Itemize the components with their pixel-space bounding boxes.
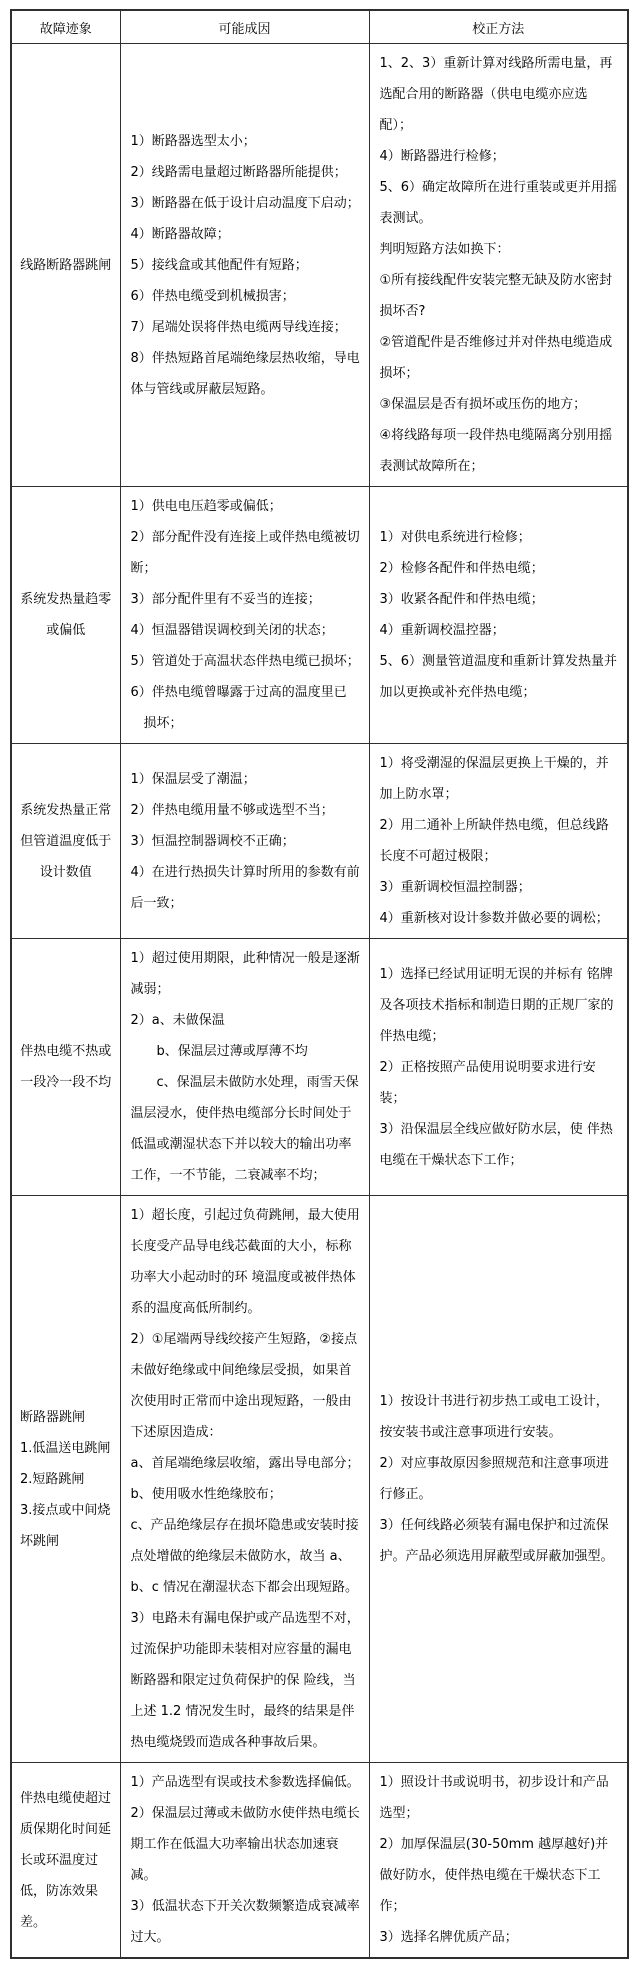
table-row (11, 939, 628, 1196)
header-row (11, 10, 628, 44)
possible-cause-cell-text: 5）管道处于高温状态伴热电缆已损坏；6）伴热电缆曾曝露于过高的温度里已 (130, 654, 360, 700)
correction-method-cell-text: 1、2、3）重新计算对线路所需电量，再选配合用的断路器（供电电缆亦应选配）； (379, 56, 613, 133)
fault-symptom-cell-text: 伴热电缆不热或一段冷一段不均 (20, 1044, 112, 1090)
possible-cause-cell (120, 1763, 369, 1959)
possible-cause-cell-text: a、首尾端绝缘层收缩，露出导电部分； (130, 1456, 360, 1471)
possible-cause-cell-text: 3）部分配件里有不妥当的连接； (130, 592, 321, 607)
fault-symptom-cell (11, 1196, 120, 1763)
possible-cause-cell (120, 744, 369, 939)
fault-symptom-cell (11, 44, 120, 487)
correction-method-cell (369, 744, 628, 939)
fault-symptom-cell-text: 系统发热量趋零或偏低 (20, 592, 112, 638)
possible-cause-cell-text: 1）断路器选型太小； (130, 133, 256, 149)
possible-cause-cell-text: 4）恒温器错误调校到关闭的状态； (130, 623, 334, 638)
fault-symptom-cell (11, 939, 120, 1196)
correction-method-cell-text: 1）照设计书或说明书，初步设计和产品选型； (379, 1775, 609, 1821)
troubleshooting-table (10, 9, 629, 1959)
possible-cause-cell (120, 939, 369, 1196)
possible-cause-cell-text: 3）低温状态下开关次数频繁造成衰减率过大。 (130, 1899, 360, 1945)
possible-cause-cell-text: 4）断路器故障； (130, 226, 230, 242)
correction-method-cell-text: ④将线路每项一段伴热电缆隔离分别用摇表测试故障所在； (379, 428, 613, 474)
possible-cause-cell-text: 8）伴热短路首尾端绝缘层热收缩，导电体与管线或屏蔽层短路。 (130, 350, 360, 397)
correction-method-cell-text: 3）选择名牌优质产品； (379, 1930, 518, 1945)
possible-cause-cell (120, 487, 369, 744)
possible-cause-cell-text: 3）恒温控制器调校不正确； (130, 833, 295, 849)
possible-cause-cell-text: 1）保温层受了潮温； (130, 771, 256, 787)
correction-method-cell-text: 3）重新调校恒温控制器； (379, 880, 531, 895)
possible-cause-cell (120, 1196, 369, 1763)
possible-cause-cell-text: 1）产品选型有误或技术参数选择偏低。 (130, 1775, 360, 1790)
fault-symptom-cell (11, 1763, 120, 1959)
possible-cause-cell-text: 4）在进行热损失计算时所用的参数有前后一致； (130, 864, 360, 911)
possible-cause-cell-text: 2）a、未做保温 (130, 1013, 225, 1028)
correction-method-cell (369, 487, 628, 744)
correction-method-cell-text: 3）任何线路必须装有漏电保护和过流保护。产品必须选用屏蔽型或屏蔽加强型。 (379, 1518, 614, 1564)
correction-method-cell-text: ①所有接线配件安装完整无缺及防水密封损坏否? (379, 273, 613, 319)
fault-symptom-cell-text: 3.接点或中间烧坏跳闸 (20, 1502, 111, 1549)
correction-method-cell-text: 3）沿保温层全线应做好防水层，使 伴热电缆在干燥状态下工作； (379, 1121, 613, 1168)
possible-cause-cell-text: 1）供电电压趋零或偏低； (130, 499, 282, 514)
header-correction-method: 校正方法 (369, 10, 628, 44)
possible-cause-cell-text: 2）部分配件没有连接上或伴热电缆被切断； (130, 530, 360, 576)
correction-method-cell-text: 1）将受潮湿的保温层更换上干燥的，并加上防水罩； (379, 756, 609, 802)
possible-cause-cell (120, 44, 369, 487)
correction-method-cell-text: 2）加厚保温层(30-50mm 越厚越好)并做好防水，使伴热电缆在干燥状态下工作； (379, 1837, 609, 1914)
correction-method-cell (369, 939, 628, 1196)
table-body (11, 44, 628, 1959)
correction-method-cell-text: 4）重新调校温控器； (379, 623, 505, 638)
possible-cause-cell-text: 2）伴热电缆用量不够或选型不当； (130, 802, 334, 818)
correction-method-cell-text: 5、6）测量管道温度和重新计算发热量并加以更换或补充伴热电缆； (379, 654, 618, 700)
correction-method-cell-text: ③保温层是否有损坏或压伤的地方； (379, 397, 587, 412)
possible-cause-cell-text: c、产品绝缘层存在损坏隐患或安装时接点处增做的绝缘层未做防水，故当 a、b、c 情况在潮湿状态下都会出现短路。 (130, 1518, 359, 1595)
correction-method-cell-text: 1）按设计书进行初步热工或电工设计，按安装书或注意事项进行安装。 (379, 1394, 609, 1440)
correction-method-cell-text: 2）正格按照产品使用说明要求进行安装； (379, 1059, 596, 1106)
correction-method-cell (369, 1763, 628, 1959)
possible-cause-cell-text: 5）接线盒或其他配件有短路； (130, 257, 308, 273)
fault-symptom-cell (11, 744, 120, 939)
table-row (11, 1763, 628, 1959)
correction-method-cell-text: 5、6）确定故障所在进行重装或更并用摇表测试。 (379, 180, 618, 226)
header-fault-symptom: 故障迹象 (11, 10, 120, 44)
possible-cause-cell-text: 3）电路未有漏电保护或产品选型不对，过流保护功能即未装相对应容量的漏电断路器和限定过负荷保护的保 险线，当上述 1.2 情况发生时，最终的结果是伴热电缆烧毁而造成各种事故后果。 (130, 1611, 360, 1750)
table-row (11, 44, 628, 487)
correction-method-cell-text: 2）检修各配件和伴热电缆； (379, 561, 544, 576)
possible-cause-cell-text: 2）①尾端两导线绞接产生短路，②接点未做好绝缘或中间绝缘层受损，如果首次使用时正常而中途出现短路，一般由下述原因造成： (130, 1332, 358, 1440)
fault-symptom-cell-text: 1.低温送电跳闸 (20, 1440, 111, 1456)
fault-symptom-cell-text: 系统发热量正常但管道温度低于设计数值 (20, 802, 112, 880)
possible-cause-cell-text: 3）断路器在低于设计启动温度下启动； (130, 195, 360, 211)
possible-cause-cell-text: 7）尾端处误将伴热电缆两导线连接； (130, 319, 347, 335)
header-possible-cause: 可能成因 (120, 10, 369, 44)
correction-method-cell (369, 44, 628, 487)
correction-method-cell-text: 判明短路方法如换下： (379, 242, 510, 257)
table-row (11, 487, 628, 744)
correction-method-cell-text: 2）用二通补上所缺伴热电缆，但总线路长度不可超过极限； (379, 818, 609, 864)
possible-cause-cell-text: 6）伴热电缆受到机械损害； (130, 288, 295, 304)
correction-method-cell (369, 1196, 628, 1763)
correction-method-cell-text: 4）断路器进行检修； (379, 149, 505, 164)
fault-symptom-cell-text: 断路器跳闸 (20, 1409, 86, 1425)
correction-method-cell-text: ②管道配件是否维修过并对伴热电缆造成损坏； (379, 335, 613, 381)
fault-symptom-cell-text: 2.短路跳闸 (20, 1471, 85, 1487)
correction-method-cell-text: 4）重新核对设计参数并做必要的调松； (379, 911, 609, 926)
fault-symptom-cell-text: 线路断路器跳闸 (20, 257, 112, 273)
fault-symptom-cell-text: 伴热电缆使超过质保期化时间延长或环温度过低，防冻效果差。 (20, 1790, 112, 1930)
table-row (11, 1196, 628, 1763)
possible-cause-cell-text: 1）超长度，引起过负荷跳闸，最大使用长度受产品导电线芯截面的大小，标称功率大小起动时的环 境温度或被伴热体系的温度高低所制约。 (130, 1208, 360, 1316)
correction-method-cell-text: 1）选择已经试用证明无误的并标有 铭牌及各项技术指标和制造日期的正规厂家的伴热电缆； (379, 966, 614, 1044)
possible-cause-cell-text: 2）保温层过薄或未做防水使伴热电缆长期工作在低温大功率输出状态加速衰减。 (130, 1806, 360, 1883)
correction-method-cell-text: 2）对应事故原因参照规范和注意事项进行修正。 (379, 1456, 609, 1502)
possible-cause-cell-text: b、使用吸水性绝缘胶布； (130, 1487, 282, 1502)
possible-cause-cell-text: c、保温层未做防水处理，雨雪天保温层浸水，使伴热电缆部分长时间处于低温或潮湿状态下并以较大的输出功率工作，一不节能，二衰减率不均； (130, 1075, 359, 1183)
possible-cause-cell-text: 2）线路需电量超过断路器所能提供； (130, 164, 347, 180)
correction-method-cell-text: 3）收紧各配件和伴热电缆； (379, 592, 544, 607)
fault-symptom-cell (11, 487, 120, 744)
table-row (11, 744, 628, 939)
possible-cause-cell-text: b、保温层过薄或厚薄不均 (130, 1044, 308, 1059)
correction-method-cell-text: 1）对供电系统进行检修； (379, 530, 531, 545)
possible-cause-cell-text: 1）超过使用期限，此种情况一般是逐渐减弱； (130, 951, 360, 997)
possible-cause-cell-text: 损坏； (130, 716, 183, 731)
